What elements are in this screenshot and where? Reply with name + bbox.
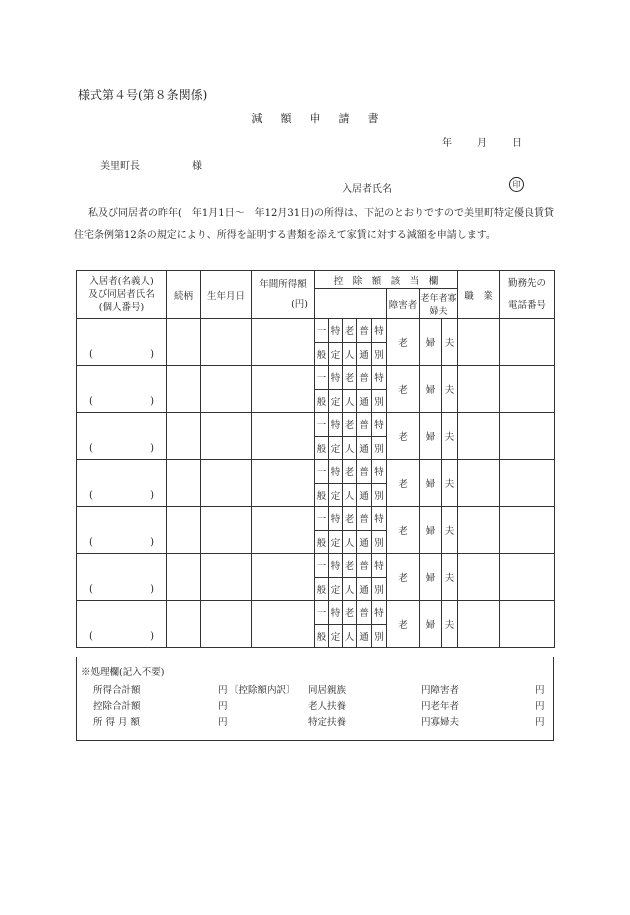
table-row — [77, 319, 555, 343]
widow-cell[interactable]: 夫 — [442, 554, 458, 601]
dependent-bottom-char: 般 — [315, 342, 329, 366]
dependent-bottom-char: 定 — [329, 436, 343, 460]
resident-name-cell[interactable]: ( ) — [77, 460, 167, 507]
dependent-top-char: 特 — [372, 366, 387, 390]
resident-name-cell[interactable]: ( ) — [77, 413, 167, 460]
table-row — [77, 460, 555, 484]
dependent-bottom-char: 人 — [343, 624, 357, 648]
resident-name-cell[interactable]: ( ) — [77, 319, 167, 366]
relation-cell[interactable] — [167, 601, 201, 648]
dependent-bottom-char: 通 — [357, 624, 372, 648]
table-row — [77, 413, 555, 437]
date-year: 年 — [442, 138, 452, 149]
dependent-bottom-char: 般 — [315, 624, 329, 648]
relation-cell[interactable] — [167, 319, 201, 366]
phone-cell[interactable] — [500, 319, 555, 366]
occupation-cell[interactable] — [458, 319, 500, 366]
relation-cell[interactable] — [167, 554, 201, 601]
disabled-cell[interactable]: 老 — [387, 460, 420, 507]
elderly-cell[interactable]: 婦 — [420, 413, 442, 460]
dependent-bottom-char: 通 — [357, 577, 372, 601]
dependent-bottom-char: 通 — [357, 530, 372, 554]
resident-name-cell[interactable]: ( ) — [77, 507, 167, 554]
yen-unit: 円 — [535, 685, 545, 696]
dependent-bottom-char: 通 — [357, 342, 372, 366]
form-number: 様式第４号(第８条関係) — [78, 88, 208, 102]
date-line — [442, 134, 547, 149]
dependent-bottom-char: 別 — [372, 342, 387, 366]
yen-unit: 円 — [535, 701, 545, 712]
dependent-bottom-char: 定 — [329, 342, 343, 366]
header-relation: 続柄 — [167, 271, 201, 319]
phone-cell[interactable] — [500, 507, 555, 554]
elderly-dependent-label: 老人扶養 — [308, 701, 347, 712]
dependent-top-char: 普 — [357, 366, 372, 390]
dependent-top-char: 特 — [329, 507, 343, 531]
widow-cell[interactable]: 夫 — [442, 460, 458, 507]
dependent-bottom-char: 般 — [315, 389, 329, 413]
income-cell[interactable] — [252, 413, 315, 460]
mayor-name: 美里町長 — [100, 161, 140, 172]
disabled-cell[interactable]: 老 — [387, 507, 420, 554]
dependent-top-char: 特 — [372, 413, 387, 437]
relation-cell[interactable] — [167, 413, 201, 460]
widow-yen-label: 円寡婦夫 — [421, 717, 460, 728]
table-row — [77, 554, 555, 578]
dependent-bottom-char: 般 — [315, 436, 329, 460]
occupation-cell[interactable] — [458, 413, 500, 460]
application-statement: 私及び同居者の昨年( 年1月1日〜 年12月31日)の所得は、下記のとおりですので美里町特定優良賃貸住宅条例第12条の規定により、所得を証明する書類を添えて家賃に対する減額を申請します。 — [74, 208, 554, 241]
widow-cell[interactable]: 夫 — [442, 413, 458, 460]
elderly-cell[interactable]: 婦 — [420, 507, 442, 554]
dependent-bottom-char: 別 — [372, 530, 387, 554]
widow-cell[interactable]: 夫 — [442, 366, 458, 413]
dependent-bottom-char: 人 — [343, 342, 357, 366]
phone-cell[interactable] — [500, 460, 555, 507]
dependent-top-char: 一 — [315, 413, 329, 437]
elderly-cell[interactable]: 婦 — [420, 460, 442, 507]
phone-cell[interactable] — [500, 413, 555, 460]
income-cell[interactable] — [252, 366, 315, 413]
dependent-top-char: 特 — [372, 601, 387, 625]
relation-cell[interactable] — [167, 460, 201, 507]
dependent-top-char: 一 — [315, 319, 329, 343]
occupation-cell[interactable] — [458, 460, 500, 507]
table-row — [77, 507, 555, 531]
breakdown-label: 〔控除額内訳〕 — [229, 685, 296, 696]
dependent-top-char: 老 — [343, 413, 357, 437]
title-char: 額 — [280, 112, 292, 125]
elderly-yen-label: 円老年者 — [421, 701, 460, 712]
cohabiting-relatives-label: 同居親族 — [308, 685, 347, 696]
document-title — [0, 110, 630, 126]
income-cell[interactable] — [252, 460, 315, 507]
header-dependents — [315, 289, 387, 319]
income-cell[interactable] — [252, 554, 315, 601]
dependent-top-char: 一 — [315, 460, 329, 484]
specific-dependent-label: 特定扶養 — [308, 717, 347, 728]
dependent-top-char: 一 — [315, 554, 329, 578]
dependent-top-char: 老 — [343, 366, 357, 390]
disabled-cell[interactable]: 老 — [387, 554, 420, 601]
income-table — [76, 270, 555, 648]
dependent-bottom-char: 別 — [372, 389, 387, 413]
occupation-cell[interactable] — [458, 601, 500, 648]
yen-unit: 円 — [218, 717, 228, 728]
dependent-top-char: 普 — [357, 413, 372, 437]
dependent-top-char: 普 — [357, 460, 372, 484]
dependent-bottom-char: 人 — [343, 483, 357, 507]
occupation-cell[interactable] — [458, 554, 500, 601]
dependent-top-char: 一 — [315, 601, 329, 625]
title-char: 書 — [367, 112, 379, 125]
dependent-bottom-char: 別 — [372, 483, 387, 507]
date-day: 日 — [512, 138, 522, 149]
table-row — [77, 601, 555, 625]
dependent-bottom-char: 定 — [329, 577, 343, 601]
dependent-top-char: 特 — [329, 460, 343, 484]
resident-name-cell[interactable]: ( ) — [77, 601, 167, 648]
disabled-yen-label: 円障害者 — [421, 685, 460, 696]
dependent-bottom-char: 通 — [357, 483, 372, 507]
dependent-bottom-char: 般 — [315, 577, 329, 601]
dependent-top-char: 特 — [329, 554, 343, 578]
dependent-top-char: 一 — [315, 507, 329, 531]
header-resident: 入居者(名義人) 及び同居者氏名 (個人番号) — [77, 271, 167, 319]
phone-cell[interactable] — [500, 554, 555, 601]
yen-unit: 円 — [218, 701, 228, 712]
dependent-top-char: 特 — [372, 507, 387, 531]
elderly-cell[interactable]: 婦 — [420, 554, 442, 601]
birthdate-cell[interactable] — [201, 366, 252, 413]
dependent-top-char: 老 — [343, 319, 357, 343]
dependent-bottom-char: 人 — [343, 436, 357, 460]
header-deduction: 控 除 額 該 当 欄 — [315, 271, 458, 289]
dependent-bottom-char: 別 — [372, 436, 387, 460]
elderly-cell[interactable]: 婦 — [420, 366, 442, 413]
dependent-bottom-char: 別 — [372, 624, 387, 648]
dependent-top-char: 普 — [357, 319, 372, 343]
date-month: 月 — [477, 138, 487, 149]
dependent-bottom-char: 通 — [357, 389, 372, 413]
dependent-bottom-char: 人 — [343, 577, 357, 601]
dependent-top-char: 特 — [329, 601, 343, 625]
disabled-cell[interactable]: 老 — [387, 601, 420, 648]
elderly-cell[interactable]: 婦 — [420, 601, 442, 648]
title-char: 減 — [251, 112, 263, 125]
monthly-income-label: 所 得 月 額 — [93, 717, 141, 728]
dependent-top-char: 特 — [329, 413, 343, 437]
dependent-bottom-char: 人 — [343, 389, 357, 413]
header-income: 年間所得額 (円) — [252, 271, 315, 319]
disabled-cell[interactable]: 老 — [387, 413, 420, 460]
elderly-cell[interactable]: 婦 — [420, 319, 442, 366]
dependent-bottom-char: 別 — [372, 577, 387, 601]
birthdate-cell[interactable] — [201, 554, 252, 601]
title-char: 請 — [338, 112, 350, 125]
income-cell[interactable] — [252, 601, 315, 648]
header-birthdate: 生年月日 — [201, 271, 252, 319]
dependent-top-char: 老 — [343, 554, 357, 578]
dependent-bottom-char: 般 — [315, 483, 329, 507]
disabled-cell[interactable]: 老 — [387, 366, 420, 413]
widow-cell[interactable]: 夫 — [442, 601, 458, 648]
dependent-top-char: 特 — [329, 319, 343, 343]
mayor-honorific: 様 — [192, 161, 202, 172]
resident-name-cell[interactable]: ( ) — [77, 554, 167, 601]
total-deduction-label: 控除合計額 — [93, 701, 141, 712]
widow-cell[interactable]: 夫 — [442, 507, 458, 554]
relation-cell[interactable] — [167, 507, 201, 554]
dependent-bottom-char: 定 — [329, 483, 343, 507]
header-workplace-phone: 勤務先の 電話番号 — [500, 271, 555, 319]
phone-cell[interactable] — [500, 366, 555, 413]
dependent-top-char: 普 — [357, 601, 372, 625]
dependent-top-char: 老 — [343, 601, 357, 625]
header-elderly-widow: 老年者寡婦夫 — [420, 289, 458, 319]
dependent-bottom-char: 通 — [357, 436, 372, 460]
relation-cell[interactable] — [167, 366, 201, 413]
dependent-top-char: 特 — [372, 554, 387, 578]
dependent-bottom-char: 定 — [329, 389, 343, 413]
applicant-name-label: 入居者氏名 — [342, 184, 392, 195]
addressee — [100, 157, 202, 172]
dependent-top-char: 特 — [372, 319, 387, 343]
birthdate-cell[interactable] — [201, 507, 252, 554]
dependent-bottom-char: 定 — [329, 530, 343, 554]
dependent-bottom-char: 般 — [315, 530, 329, 554]
dependent-top-char: 普 — [357, 507, 372, 531]
header-disabled: 障害者 — [387, 289, 420, 319]
processing-section — [76, 657, 554, 741]
processing-heading: ※処理欄(記入不要) — [81, 667, 165, 678]
resident-name-cell[interactable]: ( ) — [77, 366, 167, 413]
total-income-label: 所得合計額 — [93, 685, 141, 696]
dependent-top-char: 一 — [315, 366, 329, 390]
birthdate-cell[interactable] — [201, 460, 252, 507]
dependent-top-char: 老 — [343, 507, 357, 531]
dependent-bottom-char: 定 — [329, 624, 343, 648]
birthdate-cell[interactable] — [201, 601, 252, 648]
phone-cell[interactable] — [500, 601, 555, 648]
birthdate-cell[interactable] — [201, 413, 252, 460]
dependent-top-char: 普 — [357, 554, 372, 578]
header-occupation: 職 業 — [458, 271, 500, 319]
income-cell[interactable] — [252, 507, 315, 554]
dependent-top-char: 老 — [343, 460, 357, 484]
title-char: 申 — [309, 112, 321, 125]
yen-unit: 円 — [218, 685, 228, 696]
dependent-top-char: 特 — [329, 366, 343, 390]
birthdate-cell[interactable] — [201, 319, 252, 366]
dependent-top-char: 特 — [372, 460, 387, 484]
seal-icon: 印 — [509, 177, 524, 192]
table-row — [77, 366, 555, 390]
disabled-cell[interactable]: 老 — [387, 319, 420, 366]
widow-cell[interactable]: 夫 — [442, 319, 458, 366]
income-cell[interactable] — [252, 319, 315, 366]
occupation-cell[interactable] — [458, 366, 500, 413]
occupation-cell[interactable] — [458, 507, 500, 554]
yen-unit: 円 — [535, 717, 545, 728]
dependent-bottom-char: 人 — [343, 530, 357, 554]
